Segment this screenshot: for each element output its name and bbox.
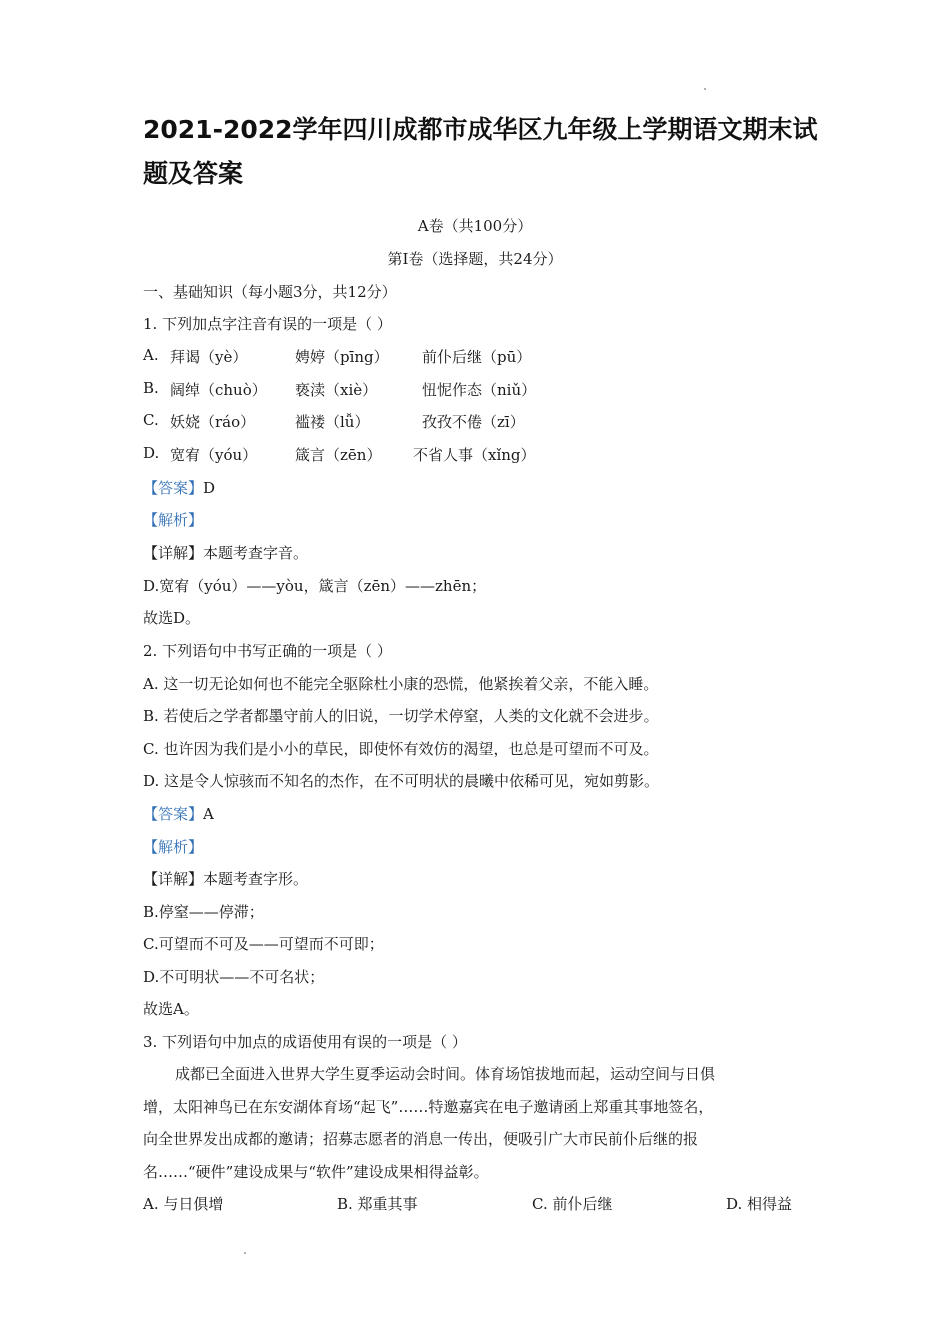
q1-option-item: 妖娆（ráo） — [170, 413, 256, 431]
q3-option-c: C. 前仆后继 — [532, 1195, 613, 1213]
q2-detail — [143, 868, 308, 889]
q3-stem: 3. 下列语句中加点的成语使用有误的一项是（ ） — [143, 1033, 467, 1051]
answer-value: D — [203, 479, 216, 497]
q2-option-b: B. 若使后之学者都墨守前人的旧说，一切学术停窒，人类的文化就不会进步。 — [143, 707, 659, 725]
q1-answer — [143, 477, 215, 498]
q2-explain-line: D.不可明状——不可名状； — [143, 968, 325, 986]
q2-answer — [143, 803, 214, 824]
detail-tag: 【详解】 — [143, 544, 204, 562]
q1-option-item: 褴褛（lǚ） — [295, 413, 370, 431]
detail-text: 本题考查字音。 — [203, 544, 309, 562]
q3-passage-line: 成都已全面进入世界大学生夏季运动会时间。体育场馆拔地而起，运动空间与日俱 — [175, 1065, 716, 1083]
volume-a-heading: A卷（共100分） — [417, 217, 533, 235]
q3-option-d: D. 相得益 — [726, 1195, 793, 1213]
detail-text: 本题考查字形。 — [203, 870, 309, 888]
q1-option-item: 娉婷（pīng） — [295, 348, 389, 366]
title-line-2: 题及答案 — [143, 159, 244, 188]
q1-option-letter: A. — [143, 346, 159, 364]
q1-stem: 1. 下列加点字注音有误的一项是（ ） — [143, 315, 392, 333]
q1-option-item: 孜孜不倦（zī） — [422, 413, 525, 431]
q1-option-letter: D. — [143, 444, 160, 462]
q3-option-a: A. 与日俱增 — [143, 1195, 224, 1213]
q1-option-item: 忸怩作态（niǔ） — [422, 381, 537, 399]
q2-stem: 2. 下列语句中书写正确的一项是（ ） — [143, 642, 392, 660]
q2-option-c: C. 也许因为我们是小小的草民，即使怀有效仿的渴望，也总是可望而不可及。 — [143, 740, 659, 758]
q1-explain-line: 故选D。 — [143, 609, 201, 627]
q1-option-letter: B. — [143, 379, 159, 397]
q1-option-item: 拜谒（yè） — [170, 348, 248, 366]
document-title — [143, 108, 823, 196]
q1-detail — [143, 542, 308, 563]
section-1-heading: 一、基础知识（每小题3分，共12分） — [143, 283, 397, 301]
q2-explain-line: B.停窒——停滞； — [143, 903, 264, 921]
answer-value: A — [203, 805, 214, 823]
q3-passage-line: 向全世界发出成都的邀请；招募志愿者的消息一传出，便吸引广大市民前仆后继的报 — [143, 1130, 699, 1148]
q1-option-item: 阔绰（chuò） — [170, 381, 267, 399]
q3-passage-line: 增，太阳神鸟已在东安湖体育场“起飞”……特邀嘉宾在电子邀请函上郑重其事地签名， — [143, 1098, 714, 1116]
answer-tag: 【答案】 — [143, 479, 204, 497]
detail-tag: 【详解】 — [143, 870, 204, 888]
title-line-1: 2021-2022学年四川成都市成华区九年级上学期语文期末试 — [143, 115, 818, 144]
answer-tag: 【答案】 — [143, 805, 204, 823]
q3-option-b: B. 郑重其事 — [337, 1195, 418, 1213]
q3-passage-line: 名……“硬件”建设成果与“软件”建设成果相得益彰。 — [143, 1163, 489, 1181]
scan-dot — [704, 88, 706, 90]
q2-option-d: D. 这是令人惊骇而不知名的杰作，在不可明状的晨曦中依稀可见，宛如剪影。 — [143, 772, 660, 790]
q1-analysis-tag: 【解析】 — [143, 511, 204, 529]
q1-option-item: 亵渎（xiè） — [295, 381, 378, 399]
q1-explain-line: D.宽宥（yóu）——yòu，箴言（zēn）——zhēn； — [143, 577, 487, 595]
q1-option-letter: C. — [143, 411, 159, 429]
q1-option-item: 前仆后继（pū） — [422, 348, 532, 366]
q2-explain-line: 故选A。 — [143, 1000, 199, 1018]
q1-option-item: 宽宥（yóu） — [170, 446, 258, 464]
part-1-heading: 第Ⅰ卷（选择题，共24分） — [387, 250, 563, 268]
q1-option-item: 不省人事（xǐng） — [413, 446, 536, 464]
scan-dot — [244, 1252, 246, 1254]
q1-option-item: 箴言（zēn） — [295, 446, 382, 464]
q2-analysis-tag: 【解析】 — [143, 838, 204, 856]
q2-option-a: A. 这一切无论如何也不能完全驱除杜小康的恐慌，他紧挨着父亲，不能入睡。 — [143, 675, 659, 693]
q2-explain-line: C.可望而不可及——可望而不可即； — [143, 935, 384, 953]
